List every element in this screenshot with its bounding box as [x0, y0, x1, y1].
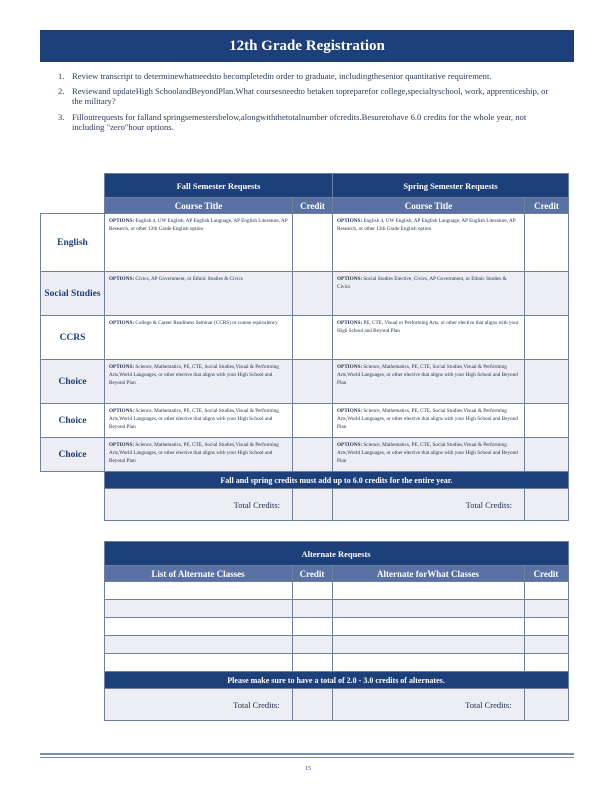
alternate-for-total-label: Total Credits:	[332, 689, 524, 721]
spring-semester-header: Spring Semester Requests	[333, 174, 569, 198]
fall-course-input[interactable]: OPTIONS: English 4, UW English, AP English Language, AP English Literature, AP Research, or other 12th Grade English option	[105, 214, 293, 272]
fall-course-input[interactable]: OPTIONS: Science, Mathematics, PE, CTE, Social Studies,Visual & Performing Arts,World Languages, or other elective that aligns with your High School and Beyond Plan	[105, 438, 293, 472]
alternate-for-input[interactable]	[332, 582, 524, 600]
alternate-requests-table	[40, 541, 569, 721]
spring-credit-input[interactable]	[525, 404, 569, 438]
fall-credit-input[interactable]	[293, 360, 333, 404]
fall-total-label: Total Credits:	[105, 489, 293, 521]
alternate-credit-input[interactable]	[292, 600, 332, 618]
alternate-for-credit-input[interactable]	[524, 600, 568, 618]
alternate-for-credit-input[interactable]	[524, 654, 568, 672]
spring-credit-input[interactable]	[525, 272, 569, 316]
table-corner	[41, 198, 105, 214]
instruction-text: Filloutrequests for falland springsemestersbelow,alongwiththetotalnumber ofcredits.Besuretohave 6.0 credits for the whole year, not including "zero"hour options.	[72, 111, 527, 132]
instruction-text: Review transcript to determinewhatneedsto becompletedin order to graduate, includingthesenior quantitative requirement.	[72, 71, 492, 81]
instruction-number: 3.	[58, 111, 65, 122]
table-row	[41, 316, 569, 360]
footer-divider	[40, 753, 574, 758]
page-title: 12th Grade Registration	[40, 30, 574, 62]
table-corner	[40, 566, 104, 582]
page-number: 15	[305, 766, 311, 772]
alternate-requests-header: Alternate Requests	[104, 542, 568, 566]
table-row	[41, 272, 569, 316]
instruction-item	[58, 71, 558, 81]
alternate-for-credit-input[interactable]	[524, 636, 568, 654]
alternate-classes-header: List of Alternate Classes	[104, 566, 292, 582]
table-corner	[40, 600, 104, 618]
table-corner	[40, 654, 104, 672]
subject-label: Choice	[41, 438, 105, 472]
semester-requests-table	[40, 173, 569, 521]
fall-course-input[interactable]: OPTIONS: Science, Mathematics, PE, CTE, Social Studies,Visual & Performing Arts,World Languages, or other elective that aligns with your High School and Beyond Plan	[105, 360, 293, 404]
spring-course-input[interactable]: OPTIONS: Social Studies Elective, Civics, AP Government, or Ethnic Studies & Civics	[333, 272, 525, 316]
fall-credit-header: Credit	[293, 198, 333, 214]
table-row	[41, 404, 569, 438]
fall-credit-input[interactable]	[293, 316, 333, 360]
fall-total-credits-input[interactable]	[293, 489, 333, 521]
alternate-credit-input[interactable]	[292, 582, 332, 600]
alternate-total-label: Total Credits:	[104, 689, 292, 721]
table-row	[41, 438, 569, 472]
table-row	[40, 582, 568, 600]
spring-course-input[interactable]: OPTIONS: Science, Mathematics, PE, CTE, Social Studies,Visual & Performing Arts,World Languages, or other elective that aligns with your High School and Beyond Plan	[333, 360, 525, 404]
fall-credit-input[interactable]	[293, 214, 333, 272]
instruction-item	[58, 112, 558, 132]
alternate-credit-input[interactable]	[292, 618, 332, 636]
table-corner	[40, 582, 104, 600]
fall-course-input[interactable]: OPTIONS: College & Career Readiness Seminar (CCRS) or course equivalency	[105, 316, 293, 360]
instruction-text: Reviewand updateHigh SchoolandBeyondPlan.What coursesneedto betaken topreparefor college,specialtyschool, work, apprenticeship, or the military?	[72, 86, 549, 107]
spring-credit-input[interactable]	[525, 438, 569, 472]
alternate-for-header: Alternate forWhat Classes	[332, 566, 524, 582]
subject-label: English	[41, 214, 105, 272]
alternate-class-input[interactable]	[104, 618, 292, 636]
spring-credit-header: Credit	[525, 198, 569, 214]
table-corner	[40, 542, 104, 566]
instruction-number: 1.	[58, 71, 65, 81]
spring-credit-input[interactable]	[525, 360, 569, 404]
alternate-class-input[interactable]	[104, 636, 292, 654]
spring-course-input[interactable]: OPTIONS: Science, Mathematics, PE, CTE, Social Studies,Visual & Performing Arts,World Languages, or other elective that aligns with your High School and Beyond Plan	[333, 438, 525, 472]
spring-course-title-header: Course Title	[333, 198, 525, 214]
table-corner	[40, 618, 104, 636]
table-corner	[40, 672, 104, 689]
alternate-total-credits-input[interactable]	[292, 689, 332, 721]
alternate-for-input[interactable]	[332, 636, 524, 654]
fall-semester-header: Fall Semester Requests	[105, 174, 333, 198]
alternate-for-credit-input[interactable]	[524, 582, 568, 600]
table-corner	[41, 472, 105, 489]
alternate-class-input[interactable]	[104, 600, 292, 618]
alternate-credit-input[interactable]	[292, 636, 332, 654]
spring-total-credits-input[interactable]	[525, 489, 569, 521]
alternate-class-input[interactable]	[104, 654, 292, 672]
subject-label: Choice	[41, 404, 105, 438]
table-row	[40, 654, 568, 672]
fall-course-input[interactable]: OPTIONS: Civics, AP Government, or Ethnic Studies & Civics	[105, 272, 293, 316]
fall-credit-input[interactable]	[293, 272, 333, 316]
subject-label: Social Studies	[41, 272, 105, 316]
table-corner	[40, 689, 104, 721]
instructions-list	[58, 71, 558, 137]
spring-total-label: Total Credits:	[333, 489, 525, 521]
subject-label: CCRS	[41, 316, 105, 360]
alternate-credit-input[interactable]	[292, 654, 332, 672]
table-corner	[40, 636, 104, 654]
table-row	[41, 360, 569, 404]
credits-notice: Fall and spring credits must add up to 6.0 credits for the entire year.	[105, 472, 569, 489]
spring-course-input[interactable]: OPTIONS: English 4, UW English, AP English Language, AP English Literature, AP Research, or other 12th Grade English option	[333, 214, 525, 272]
spring-course-input[interactable]: OPTIONS: PE, CTE, Visual or Performing Arts, or other elective that aligns with your High School and Beyond Plan	[333, 316, 525, 360]
subject-label: Choice	[41, 360, 105, 404]
instruction-item	[58, 86, 558, 106]
fall-credit-input[interactable]	[293, 438, 333, 472]
table-row	[40, 600, 568, 618]
alternate-credit-header: Credit	[292, 566, 332, 582]
table-row	[41, 214, 569, 272]
table-row	[40, 636, 568, 654]
alternate-for-total-credits-input[interactable]	[524, 689, 568, 721]
alternate-for-input[interactable]	[332, 600, 524, 618]
fall-credit-input[interactable]	[293, 404, 333, 438]
alternate-for-input[interactable]	[332, 654, 524, 672]
alternate-for-credit-header: Credit	[524, 566, 568, 582]
fall-course-input[interactable]: OPTIONS: Science, Mathematics, PE, CTE, Social Studies,Visual & Performing Arts,World Languages, or other elective that aligns with your High School and Beyond Plan	[105, 404, 293, 438]
alternates-notice: Please make sure to have a total of 2.0 - 3.0 credits of alternates.	[104, 672, 568, 689]
spring-course-input[interactable]: OPTIONS: Science, Mathematics, PE, CTE, Social Studies,Visual & Performing Arts,World Languages, or other elective that aligns with your High School and Beyond Plan	[333, 404, 525, 438]
alternate-for-input[interactable]	[332, 618, 524, 636]
alternate-class-input[interactable]	[104, 582, 292, 600]
instruction-number: 2.	[58, 86, 65, 97]
table-row	[40, 618, 568, 636]
alternate-for-credit-input[interactable]	[524, 618, 568, 636]
table-corner	[41, 489, 105, 521]
fall-course-title-header: Course Title	[105, 198, 293, 214]
spring-credit-input[interactable]	[525, 316, 569, 360]
table-corner	[41, 174, 105, 198]
spring-credit-input[interactable]	[525, 214, 569, 272]
